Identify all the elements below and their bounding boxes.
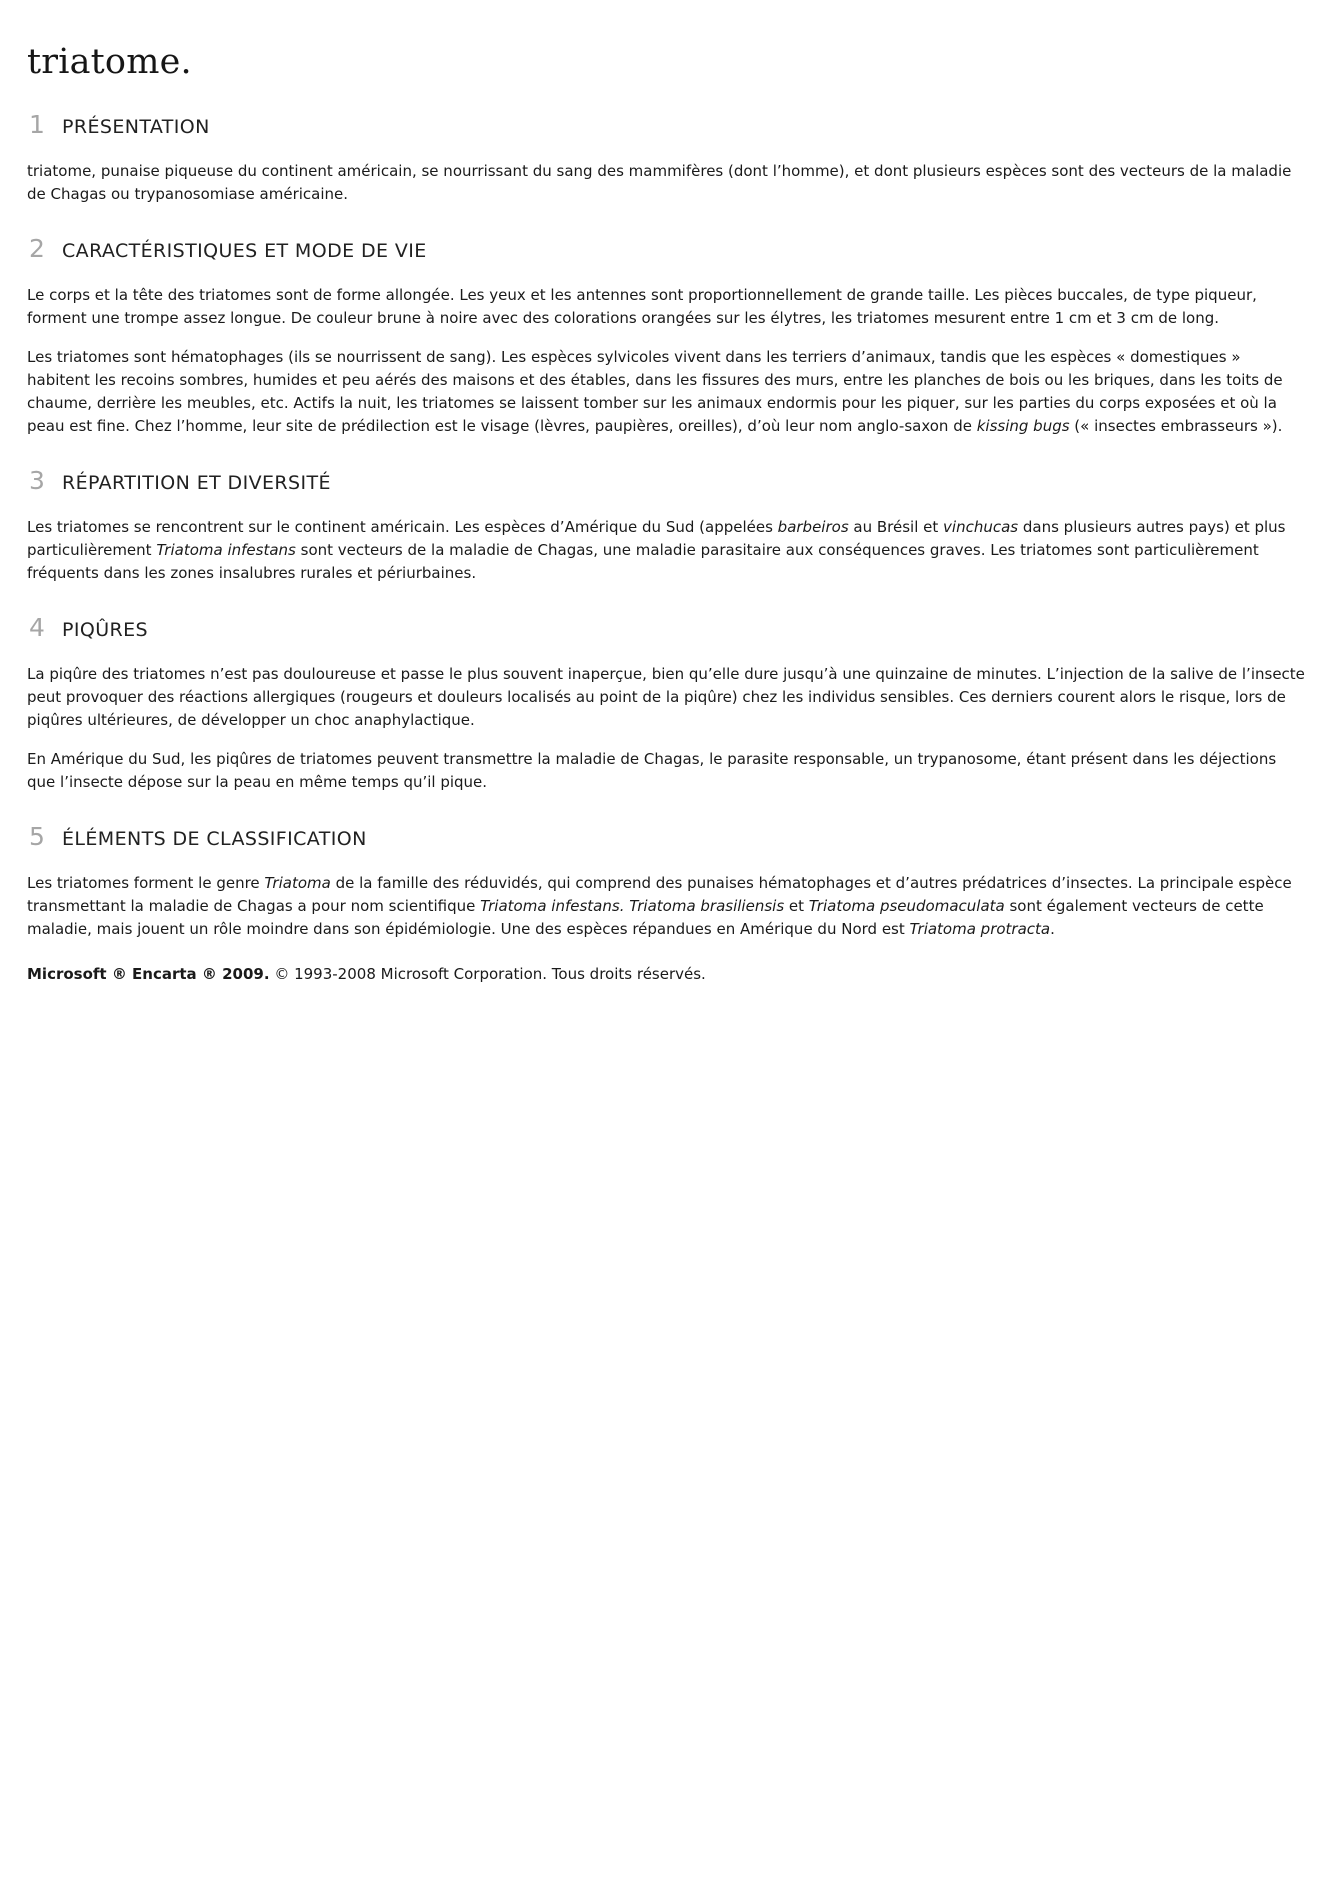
text-run: Les triatomes sont hématophages (ils se nourrissent de sang). Les espèces sylvicoles vivent dans les terriers d’animaux, tandis que les espèces « domestiques » habitent les recoins sombres, humides et peu aérés des maisons et des étables, dans les fissures des murs, entre les planches de bois ou les briques, dans les toits de chaume, derrière les meubles, etc. Actifs la nuit, les triatomes se laissent tomber sur les animaux endormis pour les piquer, sur les parties du corps exposées et où la peau est fine. Chez l’homme, leur site de prédilection est le visage (lèvres, paupières, oreilles), d’où leur nom anglo-saxon de (27, 348, 1283, 436)
section-heading (27, 464, 1307, 500)
paragraph (27, 748, 1307, 794)
text-run: triatome, punaise piqueuse du continent américain, se nourrissant du sang des mammifères (dont l’homme), et dont plusieurs espèces sont des vecteurs de la maladie de Chagas ou trypanosomiase américaine. (27, 162, 1292, 204)
article-section (27, 820, 1307, 941)
paragraph (27, 160, 1307, 206)
section-heading (27, 820, 1307, 856)
italic-text: Triatoma infestans (156, 541, 296, 560)
italic-text: barbeiros (777, 518, 849, 537)
section-heading (27, 232, 1307, 268)
section-title: PRÉSENTATION (62, 116, 210, 139)
italic-text: Triatoma protracta (909, 920, 1051, 939)
article-sections (27, 108, 1307, 941)
text-run: En Amérique du Sud, les piqûres de triatomes peuvent transmettre la maladie de Chagas, le parasite responsable, un trypanosome, étant présent dans les déjections que l’insecte dépose sur la peau en même temps qu’il pique. (27, 750, 1277, 792)
article-section (27, 108, 1307, 206)
article-section (27, 464, 1307, 585)
text-run: Les triatomes forment le genre (27, 874, 265, 893)
section-title: CARACTÉRISTIQUES ET MODE DE VIE (62, 240, 427, 263)
text-run: sont vecteurs de la maladie de Chagas, une maladie parasitaire aux conséquences graves. Les triatomes sont particulièrement fréquents dans les zones insalubres rurales et périurbaines. (27, 541, 1259, 583)
italic-text: Triatoma pseudomaculata (808, 897, 1005, 916)
article-section (27, 611, 1307, 794)
copyright-notice (27, 963, 1307, 986)
text-run: (« insectes embrasseurs »). (1069, 417, 1283, 436)
text-run: Le corps et la tête des triatomes sont de forme allongée. Les yeux et les antennes sont proportionnellement de grande taille. Les pièces buccales, de type piqueur, forment une trompe assez longue. De couleur brune à noire avec des colorations orangées sur les élytres, les triatomes mesurent entre 1 cm et 3 cm de long. (27, 286, 1257, 328)
paragraph (27, 872, 1307, 941)
section-number: 3 (29, 466, 45, 496)
italic-text: vinchucas (943, 518, 1019, 537)
italic-text: Triatoma (264, 874, 331, 893)
article-title: triatome. (27, 42, 192, 82)
paragraph (27, 284, 1307, 330)
section-title: ÉLÉMENTS DE CLASSIFICATION (62, 828, 367, 851)
text-run: © 1993-2008 Microsoft Corporation. Tous droits réservés. (269, 965, 706, 984)
section-heading (27, 611, 1307, 647)
text-run: sont également vecteurs de cette maladie, mais jouent un rôle moindre dans son épidémiologie. Une des espèces répandues en Amérique du Nord est (27, 897, 1264, 939)
text-run: et (784, 897, 809, 916)
text-run: de la famille des réduvidés, qui comprend des punaises hématophages et d’autres prédatrices d’insectes. La principale espèce transmettant la maladie de Chagas a pour nom scientifique (27, 874, 1292, 916)
paragraph (27, 346, 1307, 438)
italic-text: Triatoma infestans. (480, 897, 625, 916)
section-number: 1 (29, 110, 45, 140)
text-run: dans plusieurs autres pays) et plus particulièrement (27, 518, 1286, 560)
text-run: . (1050, 920, 1055, 939)
section-number: 5 (29, 822, 45, 852)
section-title: RÉPARTITION ET DIVERSITÉ (62, 472, 331, 495)
article-section (27, 232, 1307, 438)
section-number: 2 (29, 234, 45, 264)
section-heading (27, 108, 1307, 144)
paragraph (27, 663, 1307, 732)
section-number: 4 (29, 613, 45, 643)
bold-text: Microsoft ® Encarta ® 2009. (27, 965, 270, 984)
text-run: La piqûre des triatomes n’est pas douloureuse et passe le plus souvent inaperçue, bien qu’elle dure jusqu’à une quinzaine de minutes. L’injection de la salive de l’insecte peut provoquer des réactions allergiques (rougeurs et douleurs localisés au point de la piqûre) chez les individus sensibles. Ces derniers courent alors le risque, lors de piqûres ultérieures, de développer un choc anaphylactique. (27, 665, 1305, 730)
italic-text: Triatoma brasiliensis (629, 897, 785, 916)
italic-text: kissing bugs (976, 417, 1070, 436)
text-run: au Brésil et (848, 518, 944, 537)
section-title: PIQÛRES (62, 619, 148, 642)
text-run: Les triatomes se rencontrent sur le continent américain. Les espèces d’Amérique du Sud (appelées (27, 518, 778, 537)
paragraph (27, 516, 1307, 585)
